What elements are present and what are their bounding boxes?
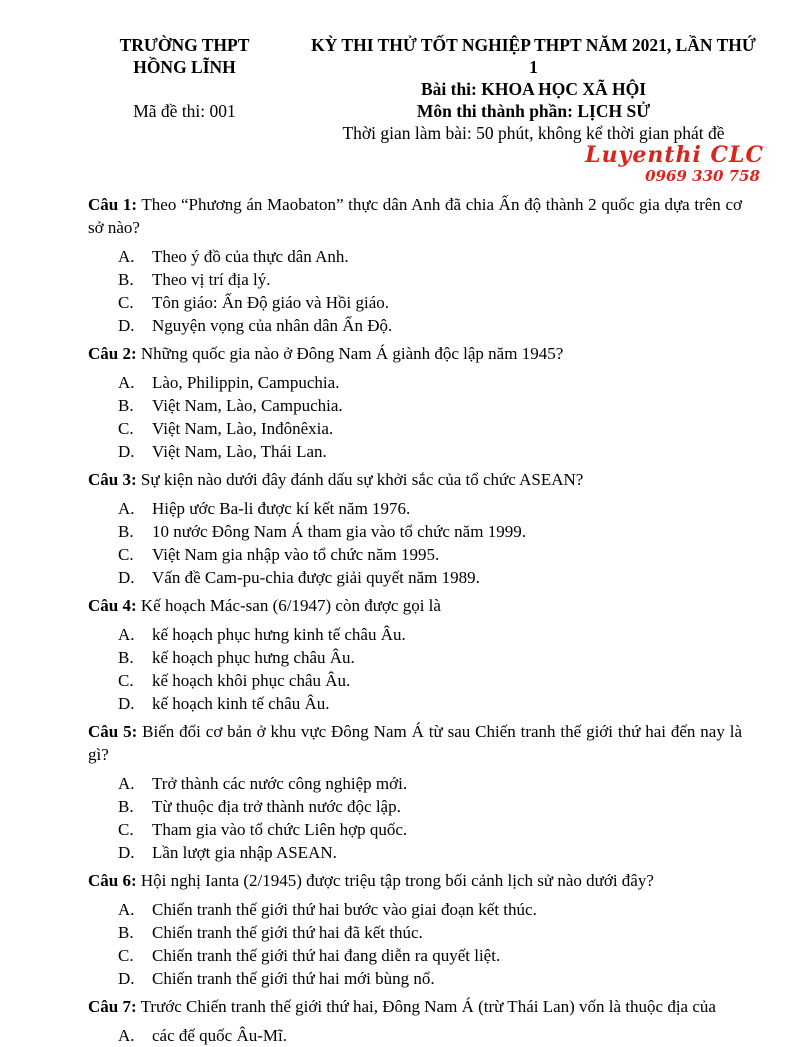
option-letter: D. bbox=[118, 694, 135, 713]
option-letter: A. bbox=[118, 1026, 135, 1045]
question-stem bbox=[88, 342, 742, 365]
question-label: Câu 2: bbox=[88, 344, 137, 363]
question-stem bbox=[88, 995, 742, 1018]
question-stem bbox=[88, 193, 742, 239]
option-d bbox=[118, 440, 742, 463]
option-text: kế hoạch kinh tế châu Âu. bbox=[152, 694, 330, 713]
option-text: Việt Nam, Lào, Thái Lan. bbox=[152, 442, 327, 461]
question-text: Biến đổi cơ bản ở khu vực Đông Nam Á từ sau Chiến tranh thế giới thứ hai đến nay là gì? bbox=[88, 722, 742, 764]
option-d bbox=[118, 841, 742, 864]
question-label: Câu 1: bbox=[88, 195, 138, 214]
option-letter: C. bbox=[118, 671, 134, 690]
option-b bbox=[118, 520, 742, 543]
option-b bbox=[118, 268, 742, 291]
option-letter: C. bbox=[118, 946, 134, 965]
exam-header bbox=[0, 34, 800, 144]
question-3 bbox=[88, 468, 742, 589]
option-a bbox=[118, 245, 742, 268]
option-text: Nguyện vọng của nhân dân Ấn Độ. bbox=[152, 316, 393, 335]
option-a bbox=[118, 623, 742, 646]
option-letter: B. bbox=[118, 797, 134, 816]
questions-area bbox=[0, 185, 800, 1047]
question-label: Câu 6: bbox=[88, 871, 137, 890]
options-list bbox=[118, 623, 742, 715]
question-text: Hội nghị Ianta (2/1945) được triệu tập trong bối cảnh lịch sử nào dưới đây? bbox=[140, 871, 654, 890]
option-text: kế hoạch khôi phục châu Âu. bbox=[152, 671, 351, 690]
option-text: kế hoạch phục hưng châu Âu. bbox=[152, 648, 355, 667]
question-stem bbox=[88, 869, 742, 892]
exam-duration: Thời gian làm bài: 50 phút, không kể thời gian phát đề bbox=[342, 123, 725, 143]
header-exam-block bbox=[307, 34, 760, 144]
exam-title: KỲ THI THỬ TỐT NGHIỆP THPT NĂM 2021, LẦN THỨ 1 bbox=[311, 35, 756, 77]
options-list bbox=[118, 772, 742, 864]
option-d bbox=[118, 692, 742, 715]
option-d bbox=[118, 566, 742, 589]
question-4 bbox=[88, 594, 742, 715]
options-list bbox=[118, 497, 742, 589]
option-b bbox=[118, 646, 742, 669]
option-text: Theo vị trí địa lý. bbox=[152, 270, 271, 289]
options-list bbox=[118, 898, 742, 990]
watermark-phone: 0969 330 758 bbox=[645, 167, 760, 185]
question-label: Câu 7: bbox=[88, 997, 137, 1016]
option-letter: C. bbox=[118, 419, 134, 438]
option-c bbox=[118, 417, 742, 440]
option-letter: A. bbox=[118, 247, 135, 266]
question-text: Theo “Phương án Maobaton” thực dân Anh đã chia Ấn độ thành 2 quốc gia dựa trên cơ sở nào? bbox=[88, 195, 742, 237]
question-stem bbox=[88, 594, 742, 617]
question-label: Câu 4: bbox=[88, 596, 137, 615]
school-name-line1: TRƯỜNG THPT bbox=[119, 35, 250, 55]
option-a bbox=[118, 1024, 742, 1047]
option-letter: A. bbox=[118, 900, 135, 919]
option-text: Lần lượt gia nhập ASEAN. bbox=[152, 843, 337, 862]
option-a bbox=[118, 497, 742, 520]
option-c bbox=[118, 543, 742, 566]
question-label: Câu 3: bbox=[88, 470, 137, 489]
option-text: Tham gia vào tổ chức Liên hợp quốc. bbox=[152, 820, 408, 839]
option-letter: B. bbox=[118, 648, 134, 667]
options-list bbox=[118, 1024, 742, 1047]
option-text: Chiến tranh thế giới thứ hai mới bùng nổ. bbox=[152, 969, 435, 988]
option-letter: D. bbox=[118, 568, 135, 587]
school-name-line2: HỒNG LĨNH bbox=[133, 57, 236, 77]
question-6 bbox=[88, 869, 742, 990]
option-d bbox=[118, 967, 742, 990]
option-letter: A. bbox=[118, 373, 135, 392]
question-text: Những quốc gia nào ở Đông Nam Á giành độc lập năm 1945? bbox=[140, 344, 564, 363]
option-d bbox=[118, 314, 742, 337]
option-letter: D. bbox=[118, 843, 135, 862]
option-letter: C. bbox=[118, 293, 134, 312]
option-text: Tôn giáo: Ấn Độ giáo và Hồi giáo. bbox=[152, 293, 390, 312]
option-c bbox=[118, 818, 742, 841]
options-list bbox=[118, 245, 742, 337]
option-b bbox=[118, 394, 742, 417]
question-stem bbox=[88, 720, 742, 766]
option-text: Chiến tranh thế giới thứ hai bước vào giai đoạn kết thúc. bbox=[152, 900, 537, 919]
option-text: Theo ý đồ của thực dân Anh. bbox=[152, 247, 349, 266]
option-letter: A. bbox=[118, 774, 135, 793]
question-text: Sự kiện nào dưới đây đánh dấu sự khởi sắc của tổ chức ASEAN? bbox=[140, 470, 584, 489]
question-1 bbox=[88, 193, 742, 337]
option-text: Việt Nam, Lào, Inđônêxia. bbox=[152, 419, 334, 438]
option-letter: A. bbox=[118, 499, 135, 518]
option-letter: B. bbox=[118, 396, 134, 415]
option-letter: B. bbox=[118, 270, 134, 289]
question-2 bbox=[88, 342, 742, 463]
option-text: Vấn đề Cam-pu-chia được giải quyết năm 1989. bbox=[152, 568, 480, 587]
option-b bbox=[118, 795, 742, 818]
watermark-block bbox=[0, 142, 800, 185]
exam-subject: Môn thi thành phần: LỊCH SỬ bbox=[416, 101, 651, 121]
option-text: Từ thuộc địa trở thành nước độc lập. bbox=[152, 797, 401, 816]
option-letter: D. bbox=[118, 316, 135, 335]
header-spacer bbox=[62, 78, 307, 100]
option-letter: D. bbox=[118, 442, 135, 461]
option-text: Hiệp ước Ba-li được kí kết năm 1976. bbox=[152, 499, 411, 518]
question-stem bbox=[88, 468, 742, 491]
option-text: các đế quốc Âu-Mĩ. bbox=[152, 1026, 288, 1045]
option-a bbox=[118, 898, 742, 921]
question-5 bbox=[88, 720, 742, 864]
option-b bbox=[118, 921, 742, 944]
option-text: Lào, Philippin, Campuchia. bbox=[152, 373, 340, 392]
option-letter: C. bbox=[118, 820, 134, 839]
option-letter: B. bbox=[118, 522, 134, 541]
option-text: kế hoạch phục hưng kinh tế châu Âu. bbox=[152, 625, 406, 644]
options-list bbox=[118, 371, 742, 463]
option-a bbox=[118, 371, 742, 394]
watermark-brand: Luyenthi CLC bbox=[585, 142, 764, 168]
option-text: Chiến tranh thế giới thứ hai đã kết thúc. bbox=[152, 923, 423, 942]
option-a bbox=[118, 772, 742, 795]
option-letter: C. bbox=[118, 545, 134, 564]
option-text: Trở thành các nước công nghiệp mới. bbox=[152, 774, 408, 793]
option-text: 10 nước Đông Nam Á tham gia vào tổ chức năm 1999. bbox=[152, 522, 526, 541]
header-school-block bbox=[62, 34, 307, 144]
option-text: Việt Nam gia nhập vào tổ chức năm 1995. bbox=[152, 545, 440, 564]
question-text: Trước Chiến tranh thế giới thứ hai, Đông Nam Á (trừ Thái Lan) vốn là thuộc địa của bbox=[140, 997, 716, 1016]
option-letter: D. bbox=[118, 969, 135, 988]
option-c bbox=[118, 944, 742, 967]
question-text: Kế hoạch Mác-san (6/1947) còn được gọi là bbox=[140, 596, 441, 615]
option-text: Việt Nam, Lào, Campuchia. bbox=[152, 396, 343, 415]
option-text: Chiến tranh thế giới thứ hai đang diễn ra quyết liệt. bbox=[152, 946, 501, 965]
exam-battery: Bài thi: KHOA HỌC XÃ HỘI bbox=[420, 79, 647, 99]
option-c bbox=[118, 291, 742, 314]
option-c bbox=[118, 669, 742, 692]
option-letter: A. bbox=[118, 625, 135, 644]
option-letter: B. bbox=[118, 923, 134, 942]
exam-code: Mã đề thi: 001 bbox=[133, 101, 236, 121]
question-7 bbox=[88, 995, 742, 1047]
question-label: Câu 5: bbox=[88, 722, 138, 741]
